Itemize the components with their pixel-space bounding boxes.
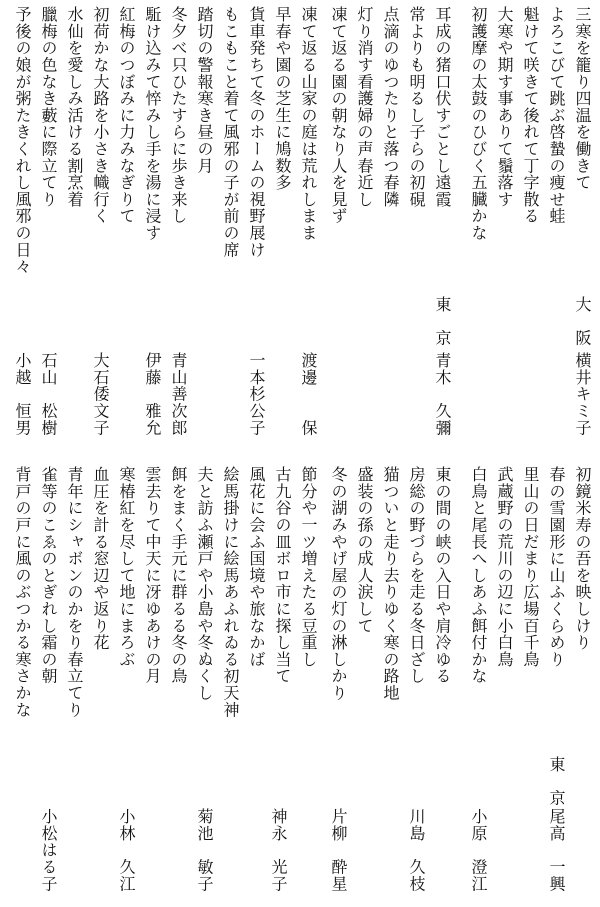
poem-line: 踏切の警報寒き昼の月 — [195, 6, 214, 174]
author-name: 尾高 一興 — [547, 808, 566, 892]
poem-line: 凍て返る園の朝なり人を見ず — [329, 6, 348, 225]
poem-line: 節分や一ツ増えたる豆重し — [299, 466, 318, 668]
author-name: 小越 恒男 — [13, 352, 32, 436]
author-name: 小原 澄江 — [469, 808, 488, 892]
poem-line: 凍て返る山家の庭は荒れしまま — [299, 6, 318, 242]
poem-line: 寒椿紅を尽して地にまろぶ — [117, 466, 136, 668]
poem-line: 絵馬掛けに絵馬あふれゐる初天神 — [221, 466, 240, 718]
author-name: 神永 光子 — [269, 808, 288, 892]
poem-line: 駈け込みて悴みし手を湯に浸す — [143, 6, 162, 242]
poem-line: 冬夕べ只ひたすらに歩き来し — [169, 6, 188, 225]
poem-line: 灯り消す看護婦の声春近し — [355, 6, 374, 208]
poem-line: 魁けて咲きて後れて丁字散る — [521, 6, 540, 225]
poem-line: 水仙を愛しみ活ける割烹着 — [65, 6, 84, 208]
poem-line: 臘梅の色なき藪に際立てり — [39, 6, 58, 208]
author-name: 菊池 敏子 — [195, 808, 214, 892]
author-name: 小松はる子 — [39, 808, 58, 892]
poem-line: 東の間の峡の入日や肩冷ゆる — [433, 466, 452, 685]
poem-line: 三寒を籠り四温を働きて — [573, 6, 592, 191]
poem-line: 紅梅のつぼみに力みなぎりて — [117, 6, 136, 225]
author-name: 小林 久江 — [117, 808, 136, 892]
poem-line: 盛装の孫の成人涙して — [355, 466, 374, 634]
author-location: 東 京 — [547, 756, 566, 807]
author-name: 大石倭文子 — [91, 352, 110, 436]
author-location: 東 京 — [433, 296, 452, 347]
poem-line: 耳成の猪口伏すごとし遠霞 — [433, 6, 452, 208]
poem-line: 初鏡米寿の吾を映しけり — [573, 466, 592, 651]
author-name: 伊藤 雅允 — [143, 352, 162, 436]
poem-line: 血圧を計る窓辺や返り花 — [91, 466, 110, 651]
poem-line: 風花に会ふ国境や旅なかば — [247, 466, 266, 668]
poem-line: よろこびて跳ぶ啓蟄の痩せ蛙 — [547, 6, 566, 225]
author-name: 石山 松樹 — [39, 352, 58, 436]
poem-line: 餌をまく手元に群るる冬の鳥 — [169, 466, 188, 685]
poem-line: 里山の日だまり広場百千鳥 — [521, 466, 540, 668]
poem-line: 大寒や期す事ありて鬚落す — [495, 6, 514, 208]
poem-line: 武蔵野の荒川の辺に小白鳥 — [495, 466, 514, 668]
poem-line: 雀等のこゑのとぎれし霜の朝 — [39, 466, 58, 685]
author-location: 大 阪 — [573, 296, 592, 347]
poem-line: 冬の湖みやげ屋の灯の淋しかり — [329, 466, 348, 702]
author-name: 川島 久枝 — [407, 808, 426, 892]
author-name: 片柳 酔星 — [329, 808, 348, 892]
poem-line: 背戸の戸に風のぶつかる寒さかな — [13, 466, 32, 718]
author-name: 渡邊 保 — [299, 352, 318, 436]
poem-line: 春の雪園形に山ふくらめり — [547, 466, 566, 668]
poem-line: 初護摩の太鼓のひびく五臓かな — [469, 6, 488, 242]
poem-line: 点滴のゆつたりと落つ春隣 — [381, 6, 400, 208]
poem-line: もこもこと着て風邪の子が前の席 — [221, 6, 240, 258]
poem-line: 早春や園の芝生に鳩数多 — [273, 6, 292, 191]
author-name: 横井キミ子 — [573, 352, 592, 436]
poem-line: 古九谷の皿ボロ市に探し当て — [273, 466, 292, 685]
poem-line: 貨車発ちて冬のホームの視野展け — [247, 6, 266, 258]
poem-line: 房総の野づらを走る冬日ざし — [407, 466, 426, 685]
author-name: 青木 久彌 — [433, 352, 452, 436]
poem-line: 白鳥と尾長へしあふ餌付かな — [469, 466, 488, 685]
author-name: 一本杉公子 — [247, 352, 266, 436]
poem-line: 夫と訪ふ瀬戸や小島や冬ぬくし — [195, 466, 214, 702]
poem-line: 雲去りて中天に冴ゆあけの月 — [143, 466, 162, 685]
poem-line: 初荷かな大路を小さき幟行く — [91, 6, 110, 225]
author-name: 青山善次郎 — [169, 352, 188, 436]
poem-line: 猫ついと走り去りゆく寒の路地 — [381, 466, 400, 702]
poem-line: 青年にシャボンのかをり春立てり — [65, 466, 84, 718]
poem-line: 予後の娘が粥たきくれし風邪の日々 — [13, 6, 32, 275]
poem-line: 常よりも明るし子らの初硯 — [407, 6, 426, 208]
